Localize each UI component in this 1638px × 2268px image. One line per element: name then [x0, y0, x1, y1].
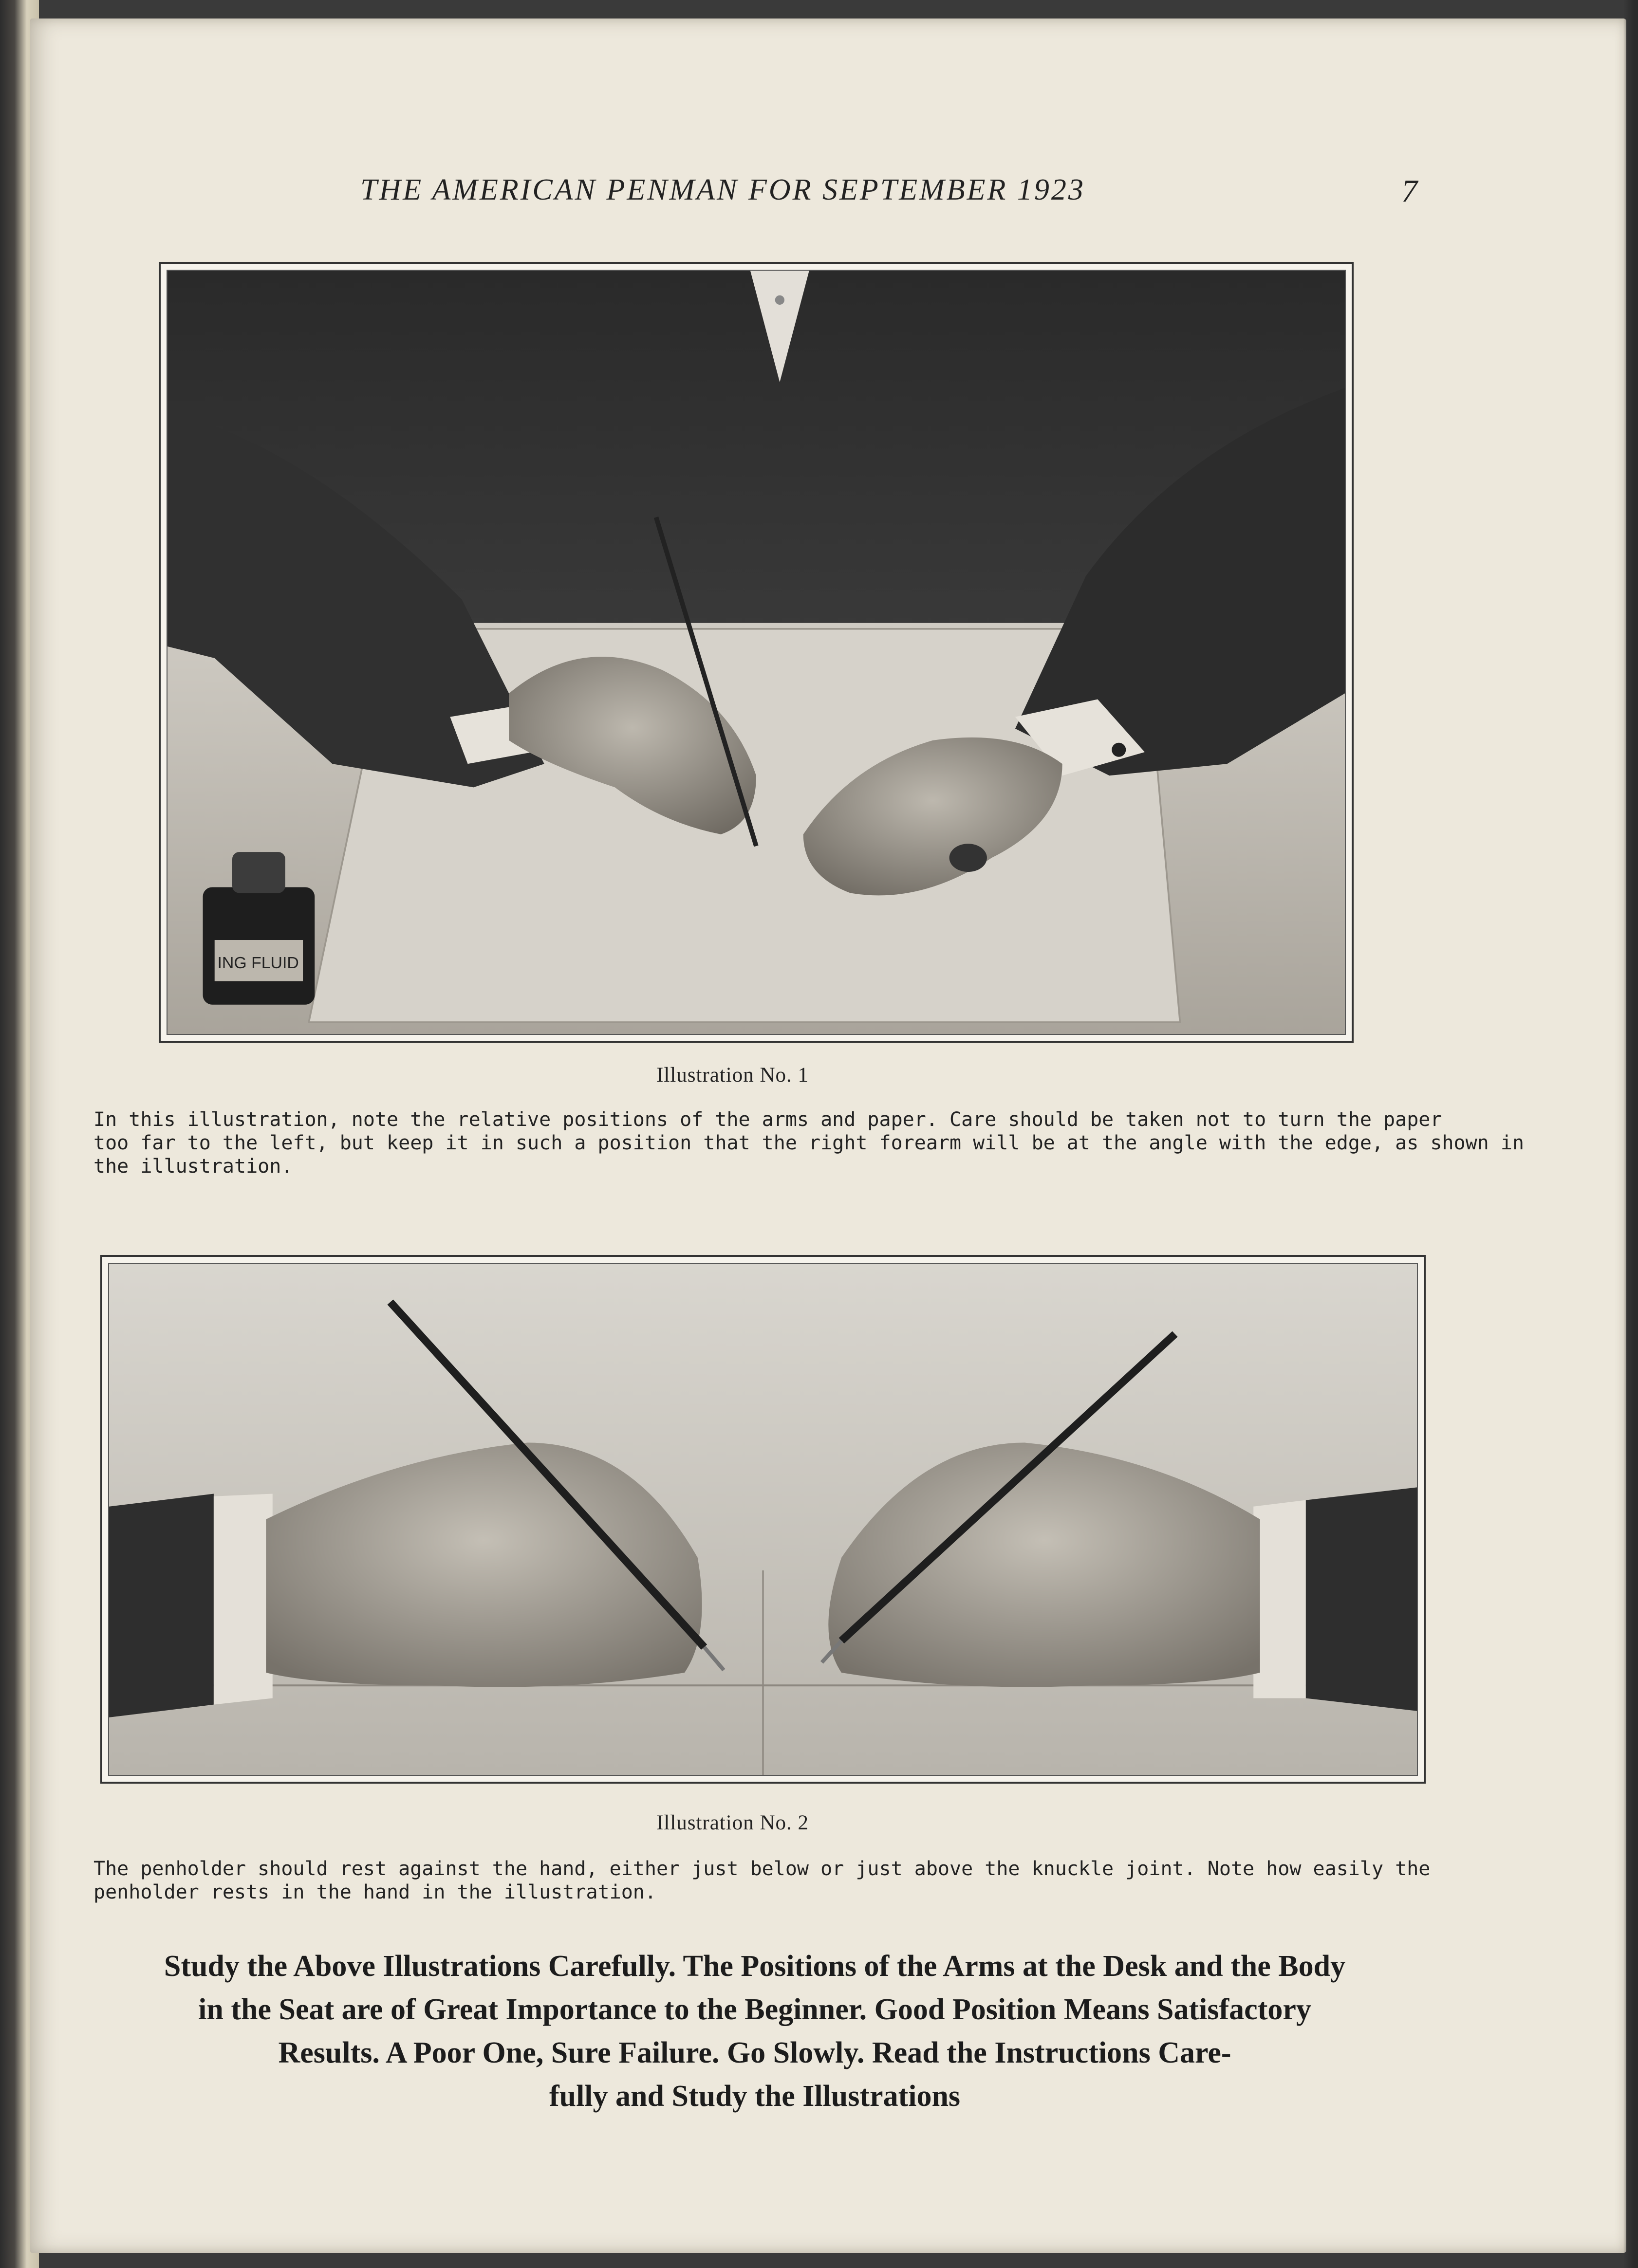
illustration-2-photo [100, 1255, 1426, 1784]
study-notice [73, 1945, 1436, 2118]
illustration-2-caption [93, 1857, 1430, 1904]
caption-line: too far to the left, but keep it in such a position that the right forearm will be at the angle with the edge, as shown in [93, 1132, 1525, 1154]
illustration-1-image [167, 270, 1346, 1035]
ink-bottle-label: ING FLUID [217, 953, 299, 972]
illustration-2-drawing [109, 1264, 1417, 1775]
page-number: 7 [1401, 173, 1417, 209]
study-notice-line: Results. A Poor One, Sure Failure. Go Slowly. Read the Instructions Care- [278, 2036, 1231, 2069]
caption-line: In this illustration, note the relative positions of the arms and paper. Care should be taken not to turn the paper [93, 1108, 1442, 1131]
scanner-edge [1623, 0, 1638, 2268]
study-notice-line: in the Seat are of Great Importance to the Beginner. Good Position Means Satisfactory [198, 1993, 1311, 2026]
study-notice-line: Study the Above Illustrations Carefully. The Positions of the Arms at the Desk and the Body [164, 1950, 1346, 1983]
illustration-2-image [108, 1263, 1418, 1776]
caption-line: the illustration. [93, 1155, 293, 1178]
study-notice-line: fully and Study the Illustrations [549, 2080, 961, 2113]
caption-line: penholder rests in the hand in the illustration. [93, 1881, 656, 1903]
caption-line: The penholder should rest against the hand, either just below or just above the knuckle joint. Note how easily the [93, 1858, 1431, 1880]
illustration-1-drawing [168, 271, 1345, 1034]
illustration-1-title: Illustration No. 1 [656, 1064, 809, 1087]
illustration-2-title: Illustration No. 2 [656, 1811, 809, 1834]
illustration-1-photo [159, 262, 1354, 1043]
illustration-1-caption [93, 1108, 1524, 1178]
running-header: THE AMERICAN PENMAN FOR SEPTEMBER 1923 [360, 173, 1085, 206]
